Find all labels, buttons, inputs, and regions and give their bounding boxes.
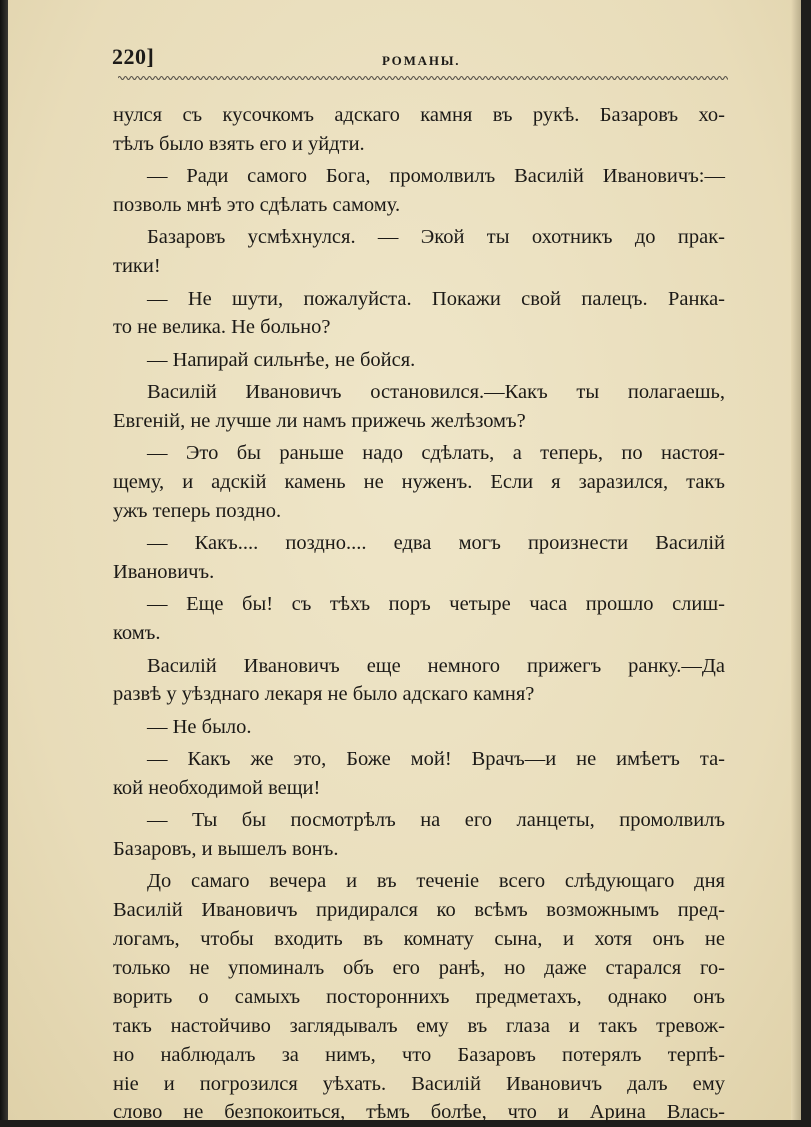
text-line: тики! [113,255,161,278]
text-line: До самаго вечера и въ теченіе всего слѣдующаго дня [147,870,725,893]
text-line: — Не шути, пожалуйста. Покажи свой палецъ. Ранка- [147,287,725,310]
page-header [112,44,722,74]
text-line: Василій Ивановичъ придирался ко всѣмъ возможнымъ пред- [113,899,725,922]
text-line: — Не было. [147,715,252,738]
text-line: ворить о самыхъ постороннихъ предметахъ, однако онъ [113,985,725,1008]
page-number: 220] [112,44,155,69]
text-line: — Ты бы посмотрѣлъ на его ланцеты, промолвилъ [147,809,725,832]
text-line: кой необходимой вещи! [113,776,321,799]
text-line: щему, и адскій камень не нуженъ. Если я заразился, такъ [113,471,725,494]
text-line: ужъ теперь поздно. [113,499,282,522]
text-line: — Это бы раньше надо сдѣлать, а теперь, по настоя- [147,442,725,465]
page-edge [791,0,801,1120]
text-line: развѣ у уѣзднаго лекаря не было адскаго камня? [113,683,535,706]
text-line: то не велика. Не больно? [113,316,331,339]
text-line: — Напирай сильнѣе, не бойся. [147,348,416,371]
text-line: Базаровъ, и вышелъ вонъ. [113,838,339,861]
header-ornamental-rule [118,74,728,82]
text-line: Василій Ивановичъ еще немного прижегъ ранку.—Да [147,654,725,677]
text-line: позволь мнѣ это сдѣлать самому. [113,194,401,217]
text-line: — Ради самого Бога, промолвилъ Василій Ивановичъ:— [147,165,725,188]
text-line: слово не безпокоиться, тѣмъ болѣе, что и Арина Влась- [113,1101,725,1124]
text-line: ніе и погрозился уѣхать. Василій Ивановичъ далъ ему [113,1072,725,1095]
text-line: логамъ, чтобы входить въ комнату сына, и хотя онъ не [113,928,725,951]
running-title: РОМАНЫ. [382,53,461,68]
text-line: комъ. [113,622,161,645]
text-line: — Какъ.... поздно.... едва могъ произнести Василій [147,532,725,555]
text-line: нулся съ кусочкомъ адскаго камня въ рукѣ. Базаровъ хо- [113,104,725,126]
book-spine-shadow [0,0,8,1120]
text-line: — Какъ же это, Боже мой! Врачъ—и не имѣетъ та- [147,748,725,770]
text-line: — Еще бы! съ тѣхъ поръ четыре часа прошло слиш- [147,593,725,616]
text-line: но наблюдалъ за нимъ, что Базаровъ потерялъ терпѣ- [113,1043,725,1066]
text-line: такъ настойчиво заглядывалъ ему въ глаза и такъ тревож- [113,1014,725,1037]
text-line: тѣлъ было взять его и уйдти. [113,132,365,155]
text-line: Василій Ивановичъ остановился.—Какъ ты полагаешь, [147,380,725,403]
text-line: Ивановичъ. [113,561,215,584]
text-line: Евгеній, не лучше ли намъ прижечь желѣзомъ? [113,409,526,432]
text-line: только не упоминалъ объ его ранѣ, но даже старался го- [113,957,725,980]
text-line: Базаровъ усмѣхнулся. — Экой ты охотникъ до прак- [147,226,725,249]
body-text [113,101,725,1127]
